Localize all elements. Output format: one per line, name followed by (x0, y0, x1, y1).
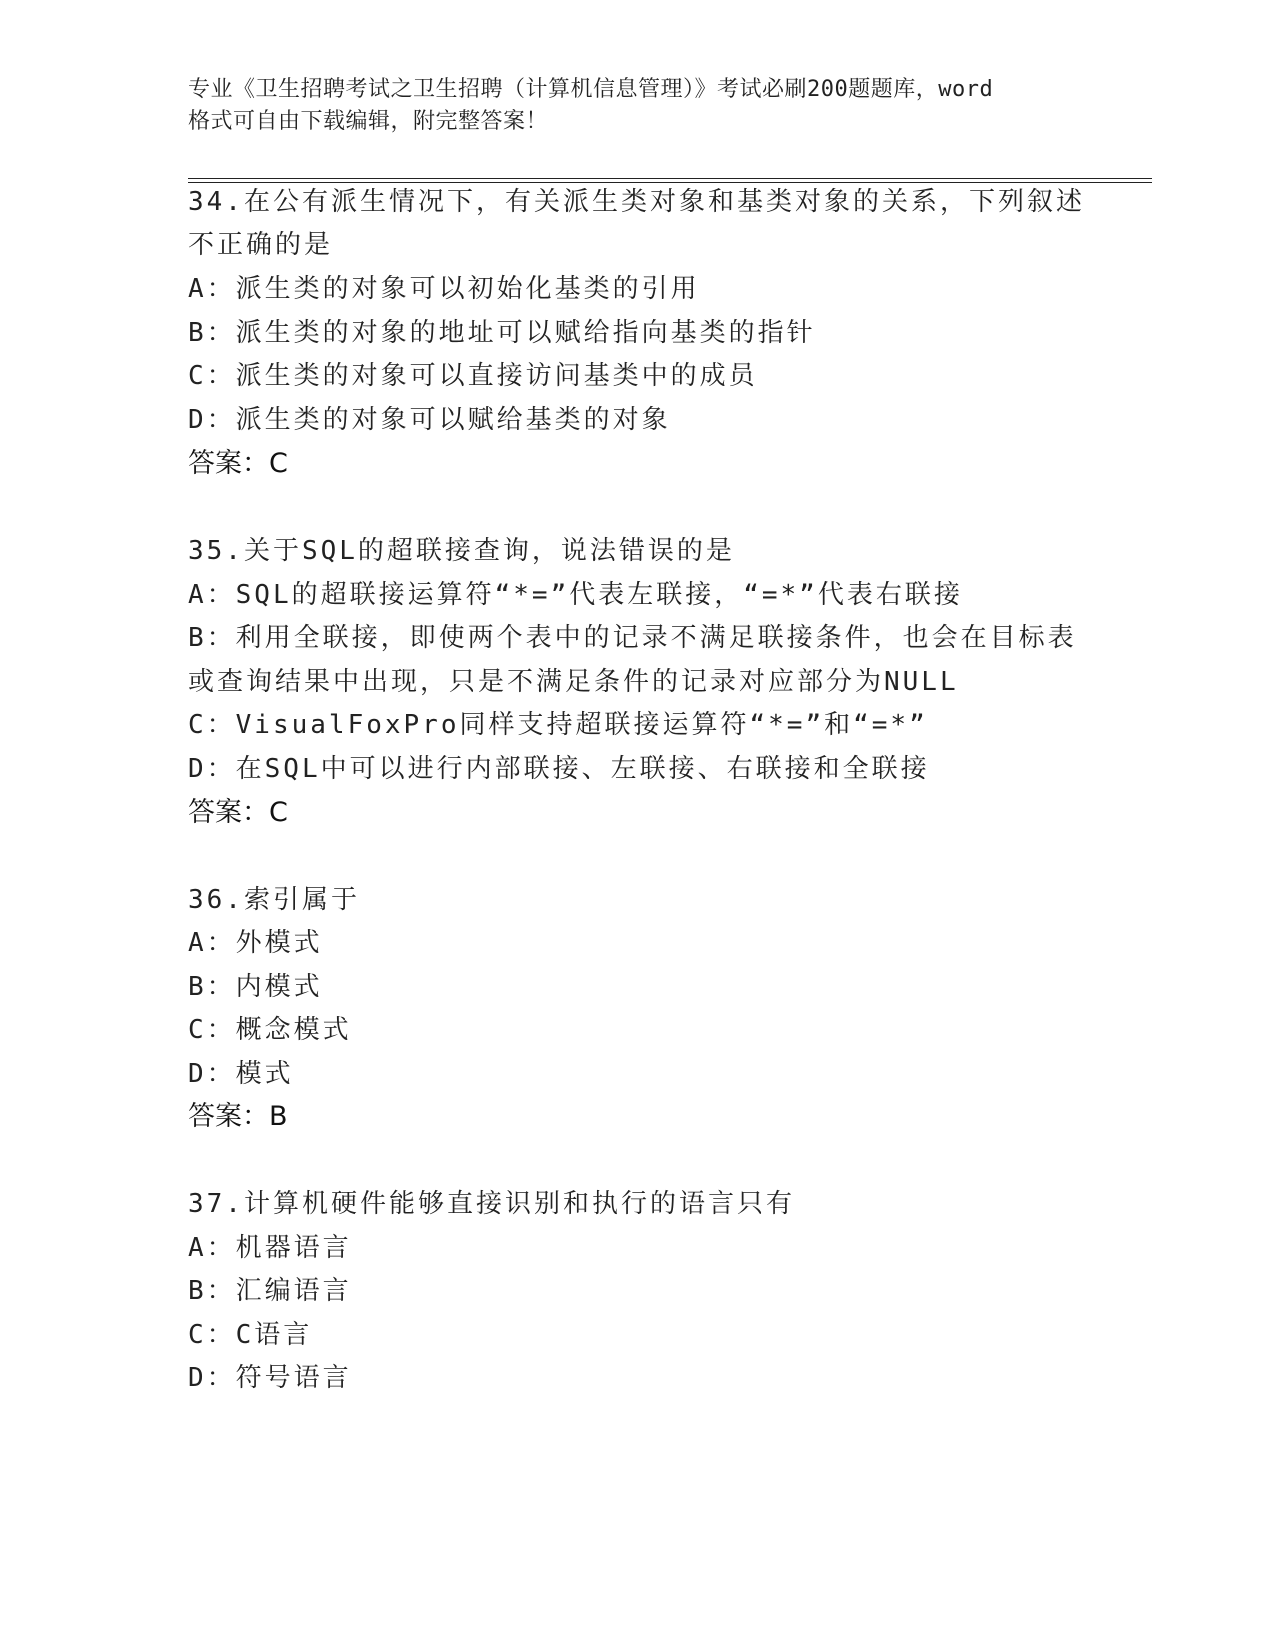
question-35-option-b-line-2: 或查询结果中出现，只是不满足条件的记录对应部分为NULL (188, 667, 959, 697)
question-37-stem: 37.计算机硬件能够直接识别和执行的语言只有 (188, 1189, 795, 1219)
document-header (188, 74, 1088, 138)
question-36-answer: 答案：B (188, 1101, 288, 1132)
header-line-1: 专业《卫生招聘考试之卫生招聘（计算机信息管理）》考试必刷200题题库，word (188, 77, 994, 102)
question-36-option-d: D：模式 (188, 1059, 294, 1089)
question-34-option-b: B：派生类的对象的地址可以赋给指向基类的指针 (188, 318, 816, 348)
question-37-option-b: B：汇编语言 (188, 1276, 352, 1306)
header-line-2: 格式可自由下载编辑，附完整答案！ (188, 109, 549, 134)
header-divider (188, 178, 1152, 183)
question-37-option-d: D：符号语言 (188, 1363, 352, 1393)
question-34-stem-line-2: 不正确的是 (188, 230, 334, 260)
question-36-option-b: B：内模式 (188, 972, 323, 1002)
question-36-stem: 36.索引属于 (188, 885, 360, 915)
question-37-option-c: C：C语言 (188, 1320, 313, 1350)
question-35-stem: 35.关于SQL的超联接查询，说法错误的是 (188, 536, 735, 566)
question-35-answer: 答案：C (188, 797, 288, 828)
question-34-answer: 答案：C (188, 448, 288, 479)
question-36-option-c: C：概念模式 (188, 1015, 352, 1045)
question-37-option-a: A：机器语言 (188, 1233, 352, 1263)
question-35-option-c: C：VisualFoxPro同样支持超联接运算符“*=”和“=*” (188, 710, 928, 740)
question-34-option-d: D：派生类的对象可以赋给基类的对象 (188, 405, 671, 435)
question-35-option-b-line-1: B：利用全联接，即使两个表中的记录不满足联接条件，也会在目标表 (188, 623, 1077, 653)
question-34-option-a: A：派生类的对象可以初始化基类的引用 (188, 274, 700, 304)
question-34-option-c: C：派生类的对象可以直接访问基类中的成员 (188, 361, 758, 391)
question-36-option-a: A：外模式 (188, 928, 323, 958)
question-34-stem-line-1: 34.在公有派生情况下，有关派生类对象和基类对象的关系，下列叙述 (188, 187, 1085, 217)
question-35-option-a: A：SQL的超联接运算符“*=”代表左联接，“=*”代表右联接 (188, 580, 963, 610)
question-35-option-d: D：在SQL中可以进行内部联接、左联接、右联接和全联接 (188, 754, 930, 784)
